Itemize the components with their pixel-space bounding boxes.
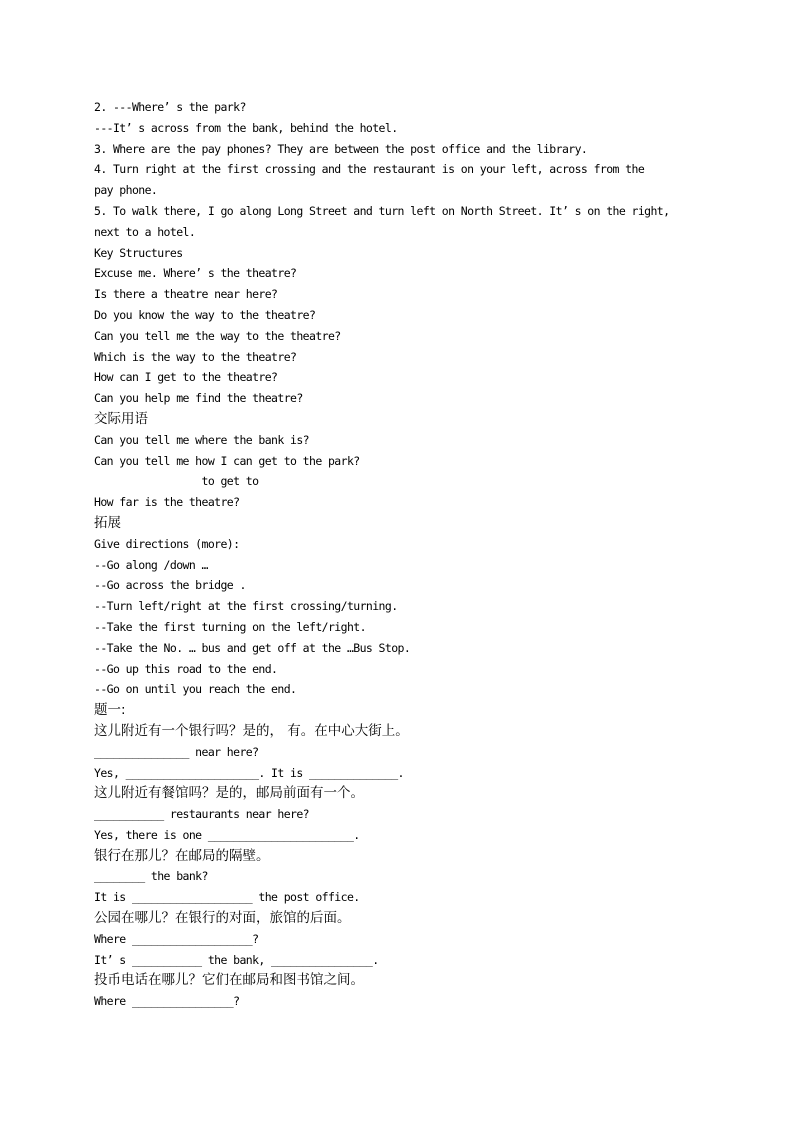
- text-line: --Go across the bridge .: [94, 578, 246, 593]
- text-line: next to a hotel.: [94, 224, 196, 239]
- text-line: pay phone.: [94, 183, 158, 198]
- text-line: --Go along /down …: [94, 557, 208, 572]
- text-line: How far is the theatre?: [94, 495, 240, 510]
- text-line: ___________ restaurants near here?: [94, 807, 310, 822]
- text-line: 交际用语: [94, 410, 148, 427]
- text-line: Where ________________?: [94, 994, 240, 1009]
- text-line: 拓展: [94, 514, 121, 531]
- text-line: Do you know the way to the theatre?: [94, 307, 316, 322]
- text-line: Yes, _____________________. It is ______________.: [94, 765, 404, 780]
- text-line: 这儿附近有餐馆吗？是的，邮局前面有一个。: [94, 785, 364, 802]
- text-line: Key Structures: [94, 245, 183, 260]
- text-line: _______________ near here?: [94, 744, 259, 759]
- text-line: Which is the way to the theatre?: [94, 349, 297, 364]
- text-line: It’ s ___________ the bank, ________________.: [94, 952, 379, 967]
- text-line: 公园在哪儿？在银行的对面，旅馆的后面。: [94, 910, 351, 927]
- text-line: Excuse me. Where’ s the theatre?: [94, 266, 297, 281]
- text-line: 投币电话在哪儿？它们在邮局和图书馆之间。: [94, 972, 364, 989]
- text-line: --Take the No. … bus and get off at the …Bus Stop.: [94, 640, 411, 655]
- text-line: 这儿附近有一个银行吗？是的， 有。在中心大街上。: [94, 722, 409, 739]
- text-line: How can I get to the theatre?: [94, 370, 278, 385]
- text-line: Can you help me find the theatre?: [94, 391, 303, 406]
- text-line: Where ___________________?: [94, 931, 259, 946]
- text-line: Yes, there is one _______________________.: [94, 827, 360, 842]
- text-line: 2. ---Where’ s the park?: [94, 100, 246, 114]
- text-line: --Turn left/right at the first crossing/turning.: [94, 599, 398, 614]
- text-line: to get to: [94, 474, 259, 489]
- text-line: Is there a theatre near here?: [94, 287, 278, 302]
- text-line: Can you tell me how I can get to the park?: [94, 453, 360, 468]
- text-line: Give directions (more):: [94, 536, 240, 551]
- text-line: Can you tell me the way to the theatre?: [94, 328, 341, 343]
- text-line: It is ___________________ the post office.: [94, 890, 360, 905]
- text-line: --Go on until you reach the end.: [94, 682, 297, 697]
- text-line: 4. Turn right at the first crossing and the restaurant is on your left, across from the: [94, 162, 645, 177]
- text-line: --Go up this road to the end.: [94, 661, 278, 676]
- text-line: 银行在那儿？在邮局的隔壁。: [94, 847, 270, 864]
- document-page: [94, 97, 714, 1012]
- text-line: 3. Where are the pay phones? They are between the post office and the library.: [94, 141, 588, 156]
- text-line: Can you tell me where the bank is?: [94, 432, 310, 447]
- text-line: --Take the first turning on the left/right.: [94, 619, 366, 634]
- text-line: ________ the bank?: [94, 869, 208, 884]
- text-line: ---It’ s across from the bank, behind the hotel.: [94, 120, 398, 135]
- text-line: 5. To walk there, I go along Long Street and turn left on North Street. It’ s on the right,: [94, 203, 670, 218]
- text-line: 题一:: [94, 702, 126, 719]
